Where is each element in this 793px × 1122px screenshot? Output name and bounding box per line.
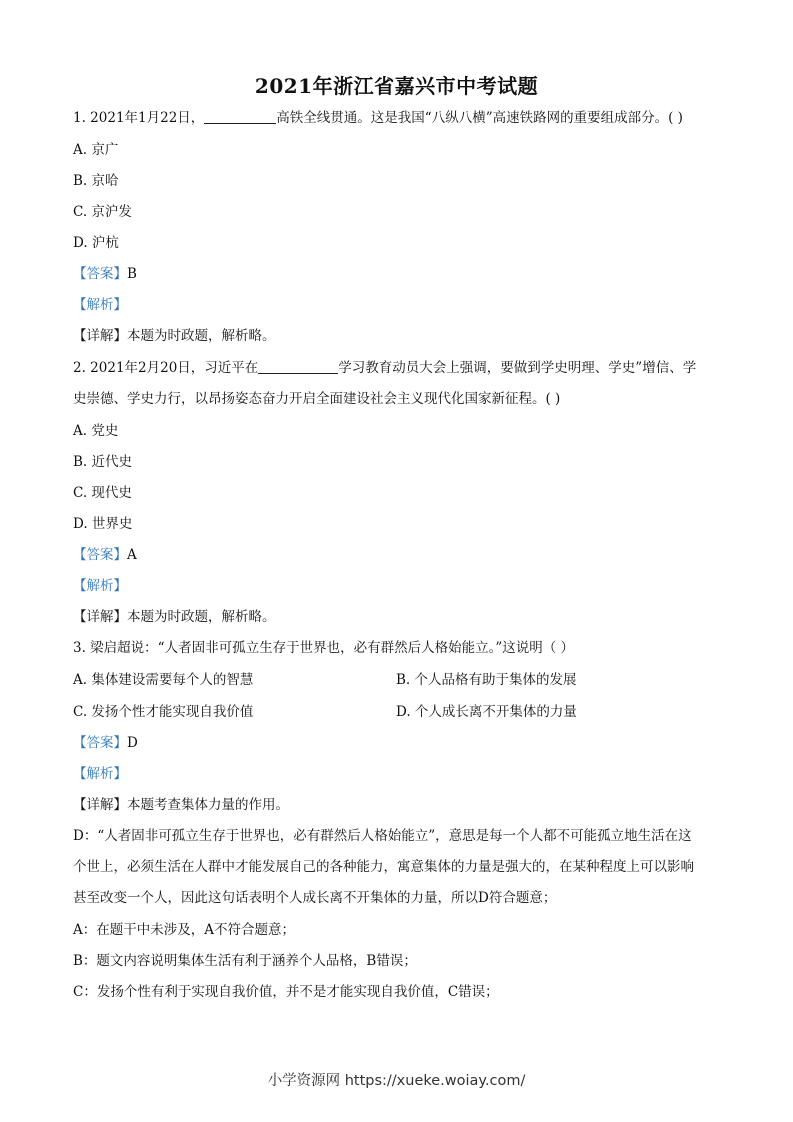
question-1-stem-end: 高铁全线贯通。这是我国“八纵八横”高速铁路网的重要组成部分。( ) (276, 110, 683, 126)
question-3-stem: 3. 梁启超说：“人者固非可孤立生存于世界也，必有群然后人格始能立。”这说明（ ） (73, 640, 575, 656)
question-1-answer (73, 264, 137, 284)
question-3-detail-1: 【详解】本题考查集体力量的作用。 (73, 797, 289, 813)
question-3-detail-4: 甚至改变一个人，因此这句话表明个人成长离不开集体的力量，所以D符合题意； (73, 890, 557, 906)
answer-value: D (127, 735, 138, 751)
question-2-stem-end: 学习教育动员大会上强调，要做到学史明理、学史”增信、学 (338, 360, 697, 376)
answer-tag: 【答案】 (73, 547, 127, 563)
question-2-stem (73, 358, 696, 378)
question-2-option-b: B. 近代史 (73, 454, 133, 470)
page-title: 2021年浙江省嘉兴市中考试题 (254, 74, 539, 98)
question-1-analysis-tag: 【解析】 (73, 297, 127, 313)
question-3-option-a: A. 集体建设需要每个人的智慧 (73, 672, 254, 688)
question-1-option-d: D. 沪杭 (73, 235, 119, 251)
question-3-analysis-tag: 【解析】 (73, 766, 127, 782)
answer-blank (258, 359, 338, 374)
question-3-detail-2: D：“人者固非可孤立生存于世界也，必有群然后人格始能立”，意思是每一个人都不可能孤立地生活在这 (73, 828, 692, 844)
question-3-option-c: C. 发扬个性才能实现自我价值 (73, 704, 254, 720)
question-2-detail: 【详解】本题为时政题，解析略。 (73, 609, 276, 625)
question-1-stem-start: 1. 2021年1月22日， (73, 110, 205, 126)
question-3-detail-5: A：在题干中未涉及，A不符合题意； (73, 922, 295, 938)
question-1-option-b: B. 京哈 (73, 173, 119, 189)
question-2-option-d: D. 世界史 (73, 516, 133, 532)
question-2-option-a: A. 党史 (73, 423, 119, 439)
question-3-detail-7: C：发扬个性有利于实现自我价值，并不是才能实现自我价值，C错误； (73, 984, 499, 1000)
answer-value: B (127, 266, 137, 282)
question-2-analysis-tag: 【解析】 (73, 578, 127, 594)
question-1-option-c: C. 京沪发 (73, 204, 132, 220)
question-2-answer (73, 545, 137, 565)
question-1-detail: 【详解】本题为时政题，解析略。 (73, 328, 276, 344)
answer-value: A (127, 547, 137, 563)
question-3-answer (73, 733, 138, 753)
question-3-detail-3: 个世上，必须生活在人群中才能发展自己的各种能力，寓意集体的力量是强大的，在某种程度上可以影响 (73, 859, 694, 875)
answer-tag: 【答案】 (73, 735, 127, 751)
page-footer: 小学资源网 https://xueke.woiay.com/ (267, 1073, 526, 1089)
question-1-stem (73, 108, 683, 128)
answer-tag: 【答案】 (73, 266, 127, 282)
question-2-stem-start: 2. 2021年2月20日，习近平在 (73, 360, 259, 376)
answer-blank (204, 109, 276, 124)
question-1-option-a: A. 京广 (73, 142, 119, 158)
question-3-detail-6: B：题文内容说明集体生活有利于涵养个人品格，B错误； (73, 953, 417, 969)
question-2-stem-cont: 史崇德、学史力行，以昂扬姿态奋力开启全面建设社会主义现代化国家新征程。( ) (73, 391, 561, 407)
question-3-option-d: D. 个人成长离不开集体的力量 (396, 704, 577, 720)
question-2-option-c: C. 现代史 (73, 485, 132, 501)
question-3-option-b: B. 个人品格有助于集体的发展 (396, 672, 577, 688)
